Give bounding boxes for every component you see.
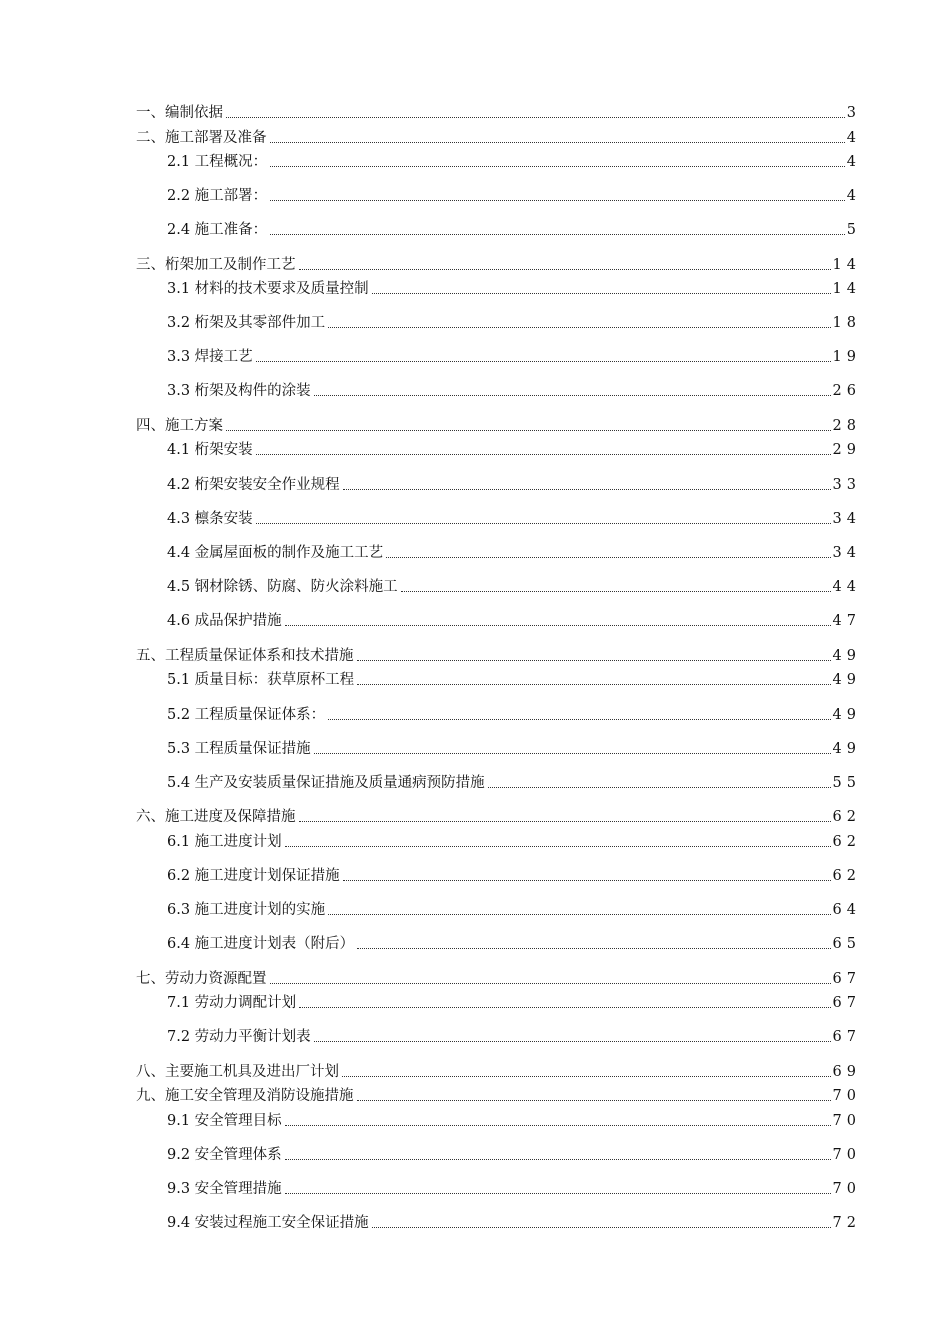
- toc-title: 九、施工安全管理及消防设施措施: [136, 1088, 354, 1104]
- toc-page-number: 18: [832, 315, 861, 331]
- dot-leader: [357, 684, 830, 685]
- toc-title: 9.3 安全管理措施: [167, 1181, 282, 1197]
- toc-page-number: 29: [832, 442, 861, 458]
- toc-title: 5.2 工程质量保证体系：: [167, 707, 326, 723]
- toc-page-number: 34: [832, 545, 861, 561]
- toc-title: 5.3 工程质量保证措施: [167, 741, 311, 757]
- toc-page-number: 34: [832, 511, 861, 527]
- toc-entry[interactable]: [167, 831, 861, 851]
- toc-entry[interactable]: [167, 772, 861, 792]
- toc-page-number: 65: [832, 936, 861, 952]
- toc-page-number: 62: [832, 834, 861, 850]
- dot-leader: [299, 269, 831, 270]
- toc-title: 6.3 施工进度计划的实施: [167, 902, 326, 918]
- toc-page-number: 62: [832, 868, 861, 884]
- dot-leader: [256, 523, 831, 524]
- toc-title: 3.2 桁架及其零部件加工: [167, 315, 326, 331]
- toc-title: 一、编制依据: [136, 105, 223, 121]
- dot-leader: [401, 591, 831, 592]
- toc-page-number: 47: [832, 613, 861, 629]
- toc-page-number: 44: [832, 579, 861, 595]
- toc-entry[interactable]: [167, 542, 861, 562]
- dot-leader: [342, 1076, 831, 1077]
- toc-entry[interactable]: [167, 380, 861, 400]
- dot-leader: [270, 166, 845, 167]
- toc-page-number: 4: [846, 188, 861, 204]
- toc-title: 八、主要施工机具及进出厂计划: [136, 1064, 339, 1080]
- toc-entry[interactable]: [167, 1212, 861, 1232]
- toc-entry[interactable]: [136, 1061, 861, 1081]
- toc-entry[interactable]: [167, 704, 861, 724]
- dot-leader: [314, 1041, 831, 1042]
- dot-leader: [328, 914, 830, 915]
- toc-title: 6.2 施工进度计划保证措施: [167, 868, 340, 884]
- toc-title: 二、施工部署及准备: [136, 130, 267, 146]
- toc-page-number: 55: [832, 775, 861, 791]
- toc-page-number: 33: [832, 477, 861, 493]
- toc-page-number: 62: [832, 809, 861, 825]
- toc-entry[interactable]: [167, 576, 861, 596]
- dot-leader: [357, 948, 830, 949]
- toc-entry[interactable]: [167, 346, 861, 366]
- toc-entry[interactable]: [167, 992, 861, 1012]
- toc-title: 5.4 生产及安装质量保证措施及质量通病预防措施: [167, 775, 485, 791]
- toc-page-number: 3: [846, 105, 861, 121]
- dot-leader: [372, 1227, 831, 1228]
- dot-leader: [328, 327, 830, 328]
- dot-leader: [488, 787, 831, 788]
- toc-title: 3.1 材料的技术要求及质量控制: [167, 281, 369, 297]
- dot-leader: [226, 430, 831, 431]
- dot-leader: [343, 880, 831, 881]
- toc-entry[interactable]: [136, 806, 861, 826]
- toc-page-number: 5: [846, 222, 861, 238]
- toc-title: 3.3 焊接工艺: [167, 349, 253, 365]
- dot-leader: [285, 846, 831, 847]
- toc-entry[interactable]: [136, 254, 861, 274]
- toc-page-number: 28: [832, 418, 861, 434]
- toc-title: 三、桁架加工及制作工艺: [136, 257, 296, 273]
- toc-title: 2.1 工程概况：: [167, 154, 268, 170]
- toc-entry[interactable]: [167, 669, 861, 689]
- toc-title: 9.1 安全管理目标: [167, 1113, 282, 1129]
- toc-title: 5.1 质量目标：获草原杯工程: [167, 672, 355, 688]
- toc-title: 2.4 施工准备：: [167, 222, 268, 238]
- dot-leader: [270, 142, 845, 143]
- toc-entry[interactable]: [167, 899, 861, 919]
- dot-leader: [314, 753, 831, 754]
- dot-leader: [270, 200, 845, 201]
- toc-title: 4.3 檩条安装: [167, 511, 253, 527]
- toc-entry[interactable]: [167, 1110, 861, 1130]
- toc-entry[interactable]: [136, 415, 861, 435]
- dot-leader: [357, 1100, 831, 1101]
- toc-entry[interactable]: [136, 1085, 861, 1105]
- toc-entry[interactable]: [136, 102, 861, 122]
- toc-page-number: 64: [832, 902, 861, 918]
- dot-leader: [256, 361, 831, 362]
- dot-leader: [343, 489, 831, 490]
- toc-entry[interactable]: [167, 610, 861, 630]
- toc-title: 2.2 施工部署：: [167, 188, 268, 204]
- toc-entry[interactable]: [167, 738, 861, 758]
- toc-title: 4.2 桁架安装安全作业规程: [167, 477, 340, 493]
- toc-title: 7.1 劳动力调配计划: [167, 995, 297, 1011]
- toc-page-number: 26: [832, 383, 861, 399]
- toc-entry[interactable]: [167, 1178, 861, 1198]
- toc-entry[interactable]: [167, 439, 861, 459]
- dot-leader: [270, 234, 845, 235]
- toc-title: 6.4 施工进度计划表（附后）: [167, 936, 355, 952]
- toc-title: 4.6 成品保护措施: [167, 613, 282, 629]
- toc-title: 4.5 钢材除锈、防腐、防火涂料施工: [167, 579, 398, 595]
- toc-page-number: 70: [832, 1113, 861, 1129]
- toc-title: 4.4 金属屋面板的制作及施工工艺: [167, 545, 384, 561]
- toc-page-number: 4: [846, 130, 861, 146]
- toc-page-number: 67: [832, 971, 861, 987]
- toc-entry[interactable]: [136, 127, 861, 147]
- toc-page-number: 70: [832, 1088, 861, 1104]
- toc-title: 七、劳动力资源配置: [136, 971, 267, 987]
- toc-page-number: 49: [832, 648, 861, 664]
- toc-title: 四、施工方案: [136, 418, 223, 434]
- toc-page-number: 19: [832, 349, 861, 365]
- toc-entry[interactable]: [167, 865, 861, 885]
- toc-entry[interactable]: [167, 312, 861, 332]
- toc-page-number: 14: [832, 257, 861, 273]
- dot-leader: [256, 454, 831, 455]
- toc-entry[interactable]: [167, 933, 861, 953]
- toc-entry[interactable]: [167, 185, 861, 205]
- dot-leader: [386, 557, 830, 558]
- toc-title: 7.2 劳动力平衡计划表: [167, 1029, 311, 1045]
- toc-entry[interactable]: [167, 278, 861, 298]
- dot-leader: [270, 983, 831, 984]
- toc-title: 9.4 安装过程施工安全保证措施: [167, 1215, 369, 1231]
- toc-title: 3.3 桁架及构件的涂装: [167, 383, 311, 399]
- toc-title: 五、工程质量保证体系和技术措施: [136, 648, 354, 664]
- toc-page-number: 4: [846, 154, 861, 170]
- dot-leader: [285, 625, 831, 626]
- toc-page-number: 72: [832, 1215, 861, 1231]
- dot-leader: [314, 395, 831, 396]
- toc-entry[interactable]: [167, 151, 861, 171]
- toc-entry[interactable]: [167, 1026, 861, 1046]
- toc-page-number: 70: [832, 1181, 861, 1197]
- dot-leader: [328, 719, 830, 720]
- dot-leader: [299, 821, 831, 822]
- dot-leader: [226, 117, 845, 118]
- toc-entry[interactable]: [136, 968, 861, 988]
- toc-title: 六、施工进度及保障措施: [136, 809, 296, 825]
- toc-entry[interactable]: [167, 474, 861, 494]
- dot-leader: [357, 660, 831, 661]
- toc-page-number: 14: [832, 281, 861, 297]
- toc-title: 4.1 桁架安装: [167, 442, 253, 458]
- toc-page-number: 49: [832, 707, 861, 723]
- dot-leader: [285, 1193, 831, 1194]
- toc-entry[interactable]: [167, 219, 861, 239]
- toc-entry[interactable]: [167, 1144, 861, 1164]
- toc-page-number: 70: [832, 1147, 861, 1163]
- toc-page-number: 67: [832, 995, 861, 1011]
- toc-title: 9.2 安全管理体系: [167, 1147, 282, 1163]
- toc-title: 6.1 施工进度计划: [167, 834, 282, 850]
- toc-page-number: 67: [832, 1029, 861, 1045]
- toc-entry[interactable]: [167, 508, 861, 528]
- dot-leader: [372, 293, 831, 294]
- dot-leader: [285, 1159, 831, 1160]
- toc-entry[interactable]: [136, 645, 861, 665]
- dot-leader: [285, 1125, 831, 1126]
- toc-page-number: 49: [832, 741, 861, 757]
- toc-page-number: 69: [832, 1064, 861, 1080]
- dot-leader: [299, 1007, 830, 1008]
- toc-page-number: 49: [832, 672, 861, 688]
